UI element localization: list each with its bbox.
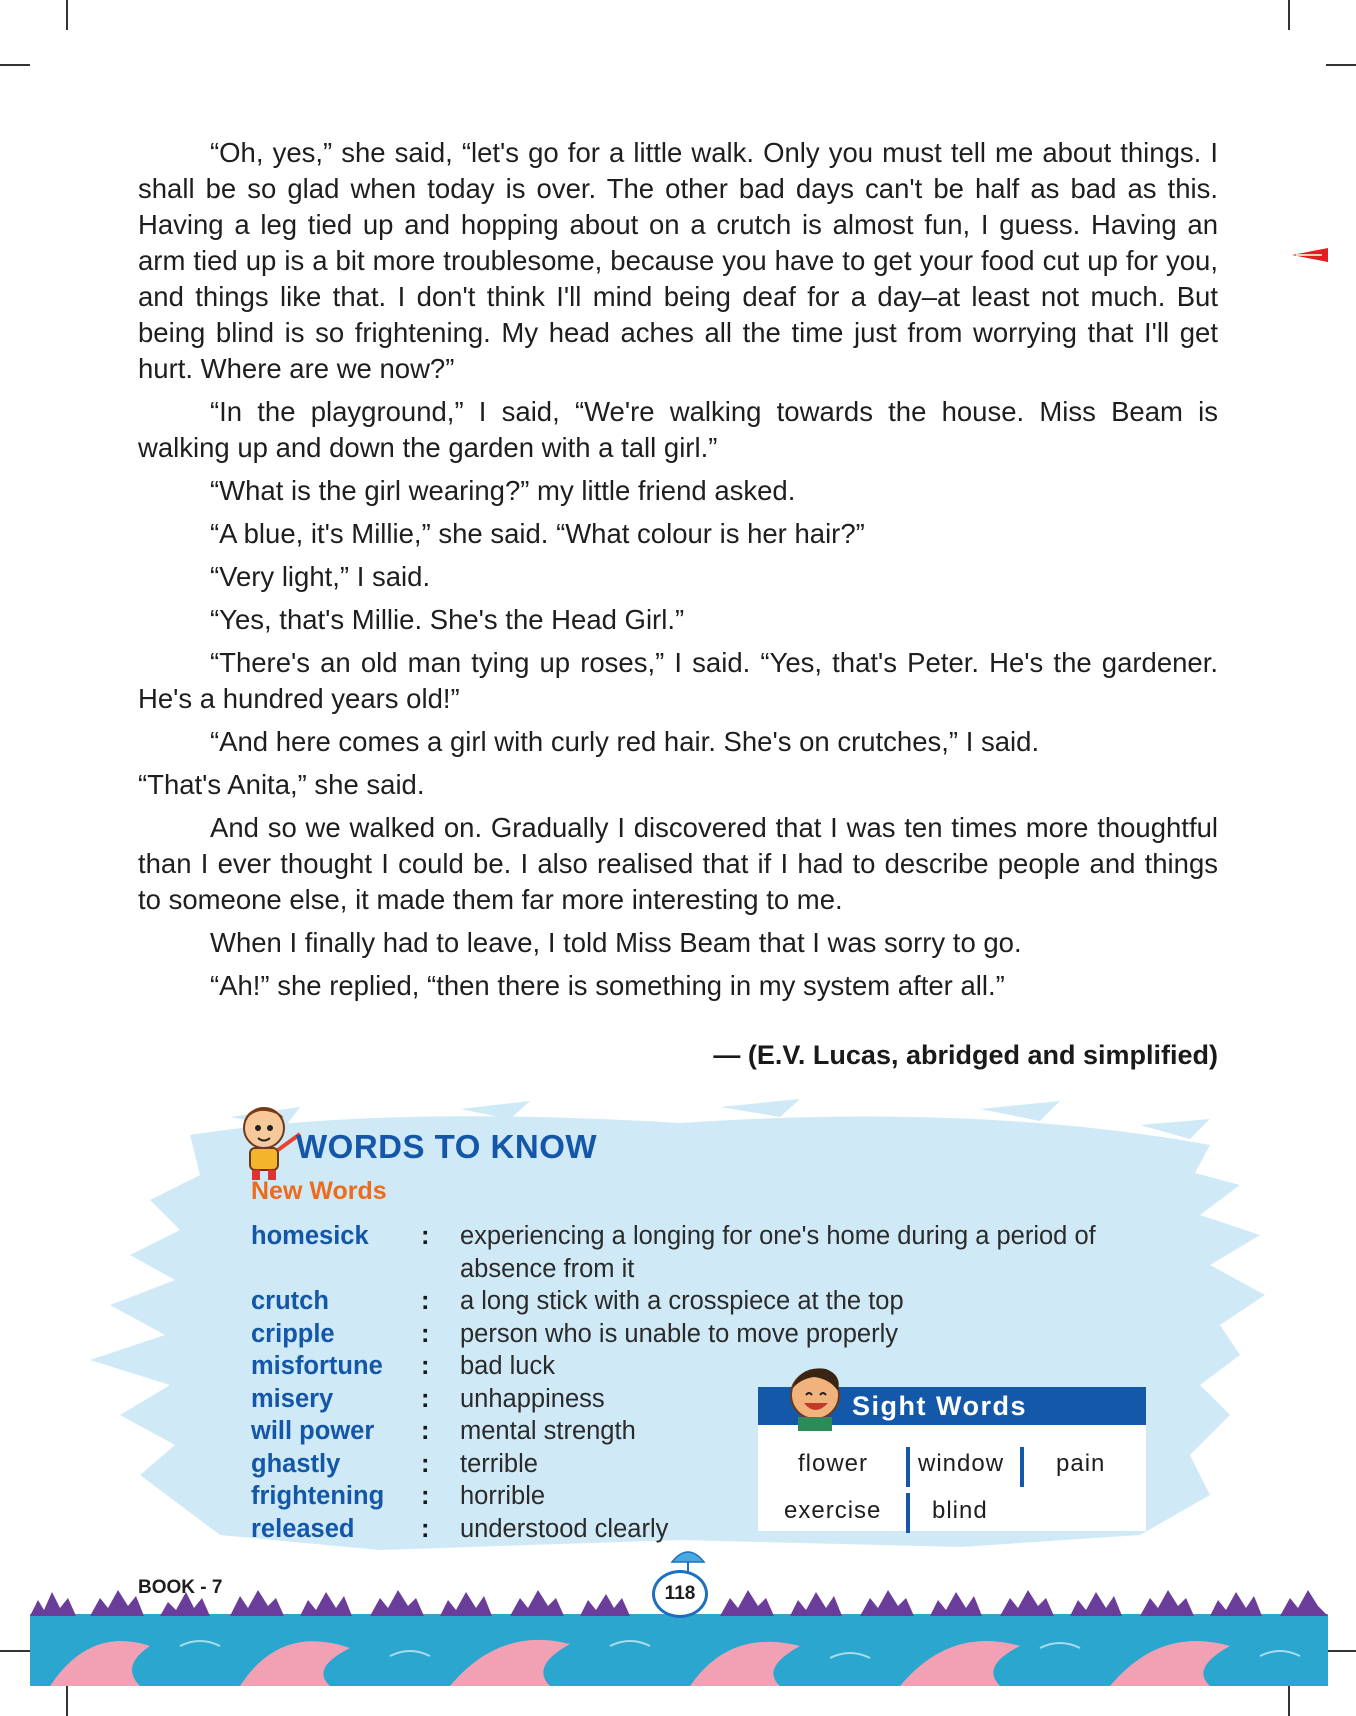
story-paragraph: “A blue, it's Millie,” she said. “What colour is her hair?” bbox=[210, 518, 865, 549]
divider bbox=[906, 1493, 910, 1533]
story-paragraph: “That's Anita,” she said. bbox=[138, 769, 425, 800]
vocab-item bbox=[251, 1285, 1151, 1318]
crop-mark bbox=[1326, 1650, 1356, 1652]
vocab-meaning: unhappiness bbox=[460, 1384, 605, 1413]
vocab-colon: : bbox=[421, 1222, 430, 1250]
story-paragraph: “What is the girl wearing?” my little friend asked. bbox=[210, 475, 796, 506]
divider bbox=[1020, 1447, 1024, 1487]
story-paragraph: “Yes, that's Millie. She's the Head Girl.” bbox=[210, 604, 685, 635]
crop-mark bbox=[1288, 1686, 1290, 1716]
vocab-item bbox=[251, 1220, 1151, 1285]
sight-word: pain bbox=[1056, 1450, 1106, 1477]
crop-mark bbox=[0, 64, 30, 66]
vocab-meaning: a long stick with a crosspiece at the top bbox=[460, 1287, 904, 1315]
story-paragraph: “There's an old man tying up roses,” I said. “Yes, that's Peter. He's the gardener. He's a hundred years old!” bbox=[138, 647, 1218, 714]
vocab-colon: : bbox=[421, 1449, 430, 1478]
vocab-word: released bbox=[251, 1514, 355, 1543]
divider bbox=[906, 1447, 910, 1487]
vocab-colon: : bbox=[421, 1514, 430, 1543]
vocab-word: homesick bbox=[251, 1222, 369, 1250]
crop-mark bbox=[66, 0, 68, 30]
sight-word: window bbox=[918, 1450, 1005, 1477]
vocab-meaning: mental strength bbox=[460, 1417, 636, 1445]
new-words-subheading: New Words bbox=[251, 1177, 387, 1205]
words-to-know-heading: WORDS TO KNOW bbox=[296, 1128, 598, 1165]
vocab-meaning: horrible bbox=[460, 1482, 546, 1510]
red-marker-icon bbox=[1292, 248, 1328, 262]
smiling-boy-icon bbox=[780, 1361, 850, 1431]
vocab-colon: : bbox=[421, 1482, 430, 1510]
story-paragraph: “And here comes a girl with curly red hair. She's on crutches,” I said. bbox=[210, 726, 1040, 757]
sight-word: flower bbox=[798, 1450, 869, 1477]
sight-word: exercise bbox=[784, 1497, 882, 1524]
vocab-item bbox=[251, 1350, 1151, 1383]
story-paragraph: “Very light,” I said. bbox=[210, 561, 431, 592]
story-paragraph: When I finally had to leave, I told Miss Beam that I was sorry to go. bbox=[210, 927, 1022, 958]
vocab-item bbox=[251, 1318, 1151, 1351]
book-label: BOOK - 7 bbox=[138, 1577, 223, 1598]
story-text bbox=[138, 135, 1218, 1011]
vocab-word: misery bbox=[251, 1384, 334, 1413]
vocab-meaning: bad luck bbox=[460, 1352, 555, 1380]
sight-word: blind bbox=[932, 1497, 988, 1524]
vocab-colon: : bbox=[421, 1287, 430, 1315]
vocab-word: will power bbox=[251, 1417, 375, 1445]
vocab-word: misfortune bbox=[251, 1352, 383, 1380]
page-number: 118 bbox=[652, 1570, 708, 1618]
sight-words-box bbox=[758, 1387, 1146, 1531]
vocab-word: crutch bbox=[251, 1287, 329, 1315]
reading-kid-icon bbox=[228, 1100, 306, 1182]
crop-mark bbox=[1326, 64, 1356, 66]
vocab-meaning: terrible bbox=[460, 1449, 538, 1478]
vocab-word: ghastly bbox=[251, 1449, 341, 1478]
vocab-meaning: person who is unable to move properly bbox=[460, 1319, 898, 1348]
story-paragraph: “Ah!” she replied, “then there is something in my system after all.” bbox=[210, 970, 1005, 1001]
vocab-colon: : bbox=[421, 1384, 430, 1413]
vocab-colon: : bbox=[421, 1319, 430, 1348]
vocab-word: frightening bbox=[251, 1482, 385, 1510]
vocab-meaning: understood clearly bbox=[460, 1514, 669, 1543]
vocab-colon: : bbox=[421, 1417, 430, 1445]
story-paragraph: And so we walked on. Gradually I discovered that I was ten times more thoughtful than I ever thought I could be. I also realised that if I had to describe people and things to someone else, it made them far more interesting to me. bbox=[138, 812, 1218, 915]
vocab-colon: : bbox=[421, 1352, 430, 1380]
crop-mark bbox=[1288, 0, 1290, 30]
story-paragraph: “In the playground,” I said, “We're walking towards the house. Miss Beam is walking up and down the garden with a tall girl.” bbox=[138, 396, 1218, 463]
crop-mark bbox=[66, 1686, 68, 1716]
vocab-word: cripple bbox=[251, 1319, 335, 1348]
story-paragraph: “Oh, yes,” she said, “let's go for a little walk. Only you must tell me about things. I shall be so glad when today is over. The other bad days can't be half as bad as this. Having a leg tied up and hopping about on a crutch is almost fun, I guess. Having an arm tied up is a bit more troublesome, because you have to get your food cut up for you, and things like that. I don't think I'll mind being deaf for a day–at least not much. But being blind is so frightening. My head aches all the time just from worrying that I'll get hurt. Where are we now?” bbox=[138, 137, 1218, 384]
vocab-meaning: experiencing a longing for one's home during a period of absence from it bbox=[460, 1222, 1096, 1283]
crop-mark bbox=[0, 1650, 30, 1652]
sight-words-title: Sight Words bbox=[852, 1391, 1027, 1421]
author-credit: — (E.V. Lucas, abridged and simplified) bbox=[713, 1040, 1218, 1070]
